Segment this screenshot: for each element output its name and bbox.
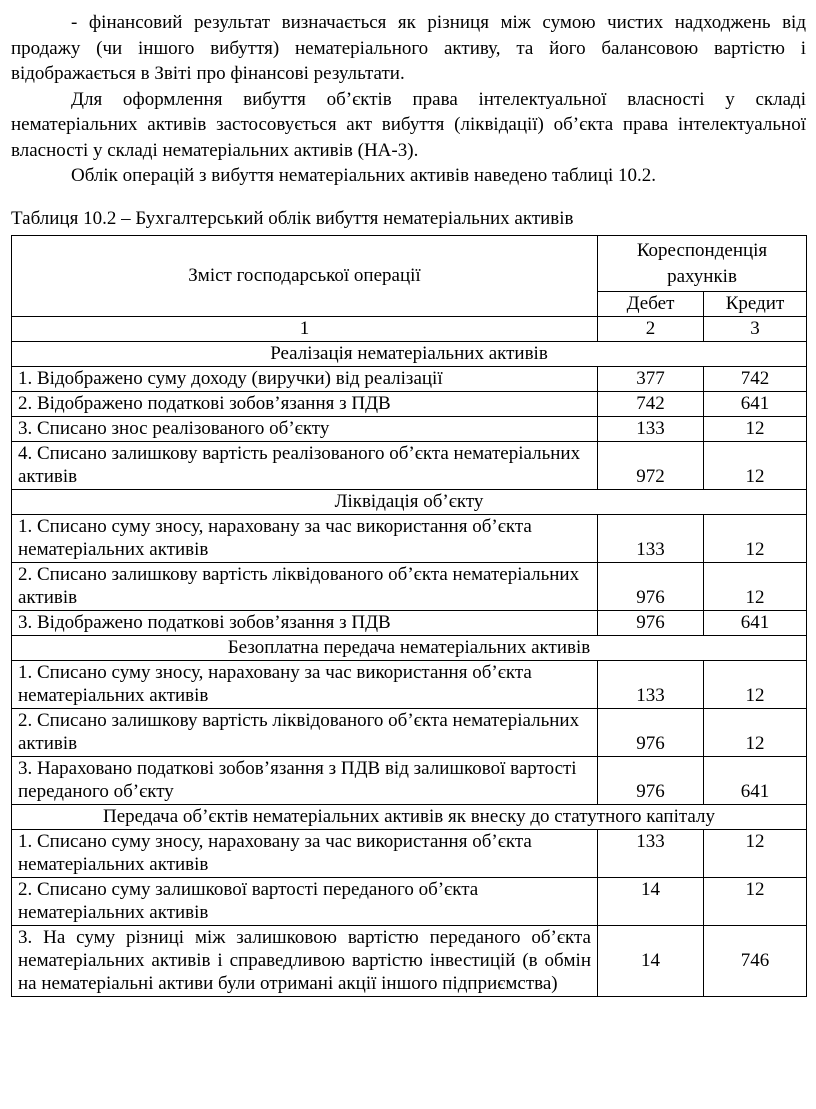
operation-text: 2. Списано суму залишкової вартості переданого об’єкта нематеріальних активів [12,877,598,925]
table-caption: Таблиця 10.2 – Бухгалтерський облік вибуття нематеріальних активів [11,207,574,229]
operation-text: 4. Списано залишкову вартість реалізованого об’єкта нематеріальних активів [12,441,598,489]
credit-account: 12 [704,416,807,441]
section-title: Реалізація нематеріальних активів [12,341,807,366]
credit-account: 12 [704,514,807,562]
credit-account: 641 [704,756,807,804]
debit-account: 972 [598,441,704,489]
operation-text: 3. Нараховано податкові зобов’язання з ПДВ від залишкової вартості переданого об’єкту [12,756,598,804]
debit-account: 976 [598,756,704,804]
table-row [12,416,807,441]
table-row [12,441,807,489]
paragraph-financial-result: - фінансовий результат визначається як різниця між сумою чистих надходжень від продажу (чи іншого вибуття) нематеріального активу, та його балансовою вартістю і відображається в Звіті про фінансові результати. [11,12,806,84]
debit-account: 133 [598,514,704,562]
disposal-accounting-table [11,235,807,997]
header-number-2: 2 [598,316,704,341]
section-title: Ліквідація об’єкту [12,489,807,514]
credit-account: 12 [704,829,807,877]
section-row [12,804,807,829]
table-row [12,925,807,996]
header-content: Зміст господарської операції [12,235,598,316]
debit-account: 377 [598,366,704,391]
debit-account: 976 [598,562,704,610]
debit-account: 133 [598,416,704,441]
credit-account: 12 [704,441,807,489]
operation-text: 3. На суму різниці між залишковою вартістю переданого об’єкта нематеріальних активів і справедливою вартістю інвестицій (в обмін на нематеріальні активи були отримані акції іншого підприємства) [12,925,598,996]
header-credit: Кредит [704,291,807,316]
debit-account: 976 [598,610,704,635]
operation-text: 1. Списано суму зносу, нараховану за час використання об’єкта нематеріальних активів [12,829,598,877]
operation-text: 3. Відображено податкові зобов’язання з ПДВ [12,610,598,635]
debit-account: 133 [598,660,704,708]
credit-account: 12 [704,562,807,610]
operation-text: 2. Відображено податкові зобов’язання з ПДВ [12,391,598,416]
table-row [12,391,807,416]
table-row [12,708,807,756]
header-correspondence: Кореспонденція рахунків [598,235,807,291]
table-row [12,660,807,708]
credit-account: 742 [704,366,807,391]
operation-text: 3. Списано знос реалізованого об’єкту [12,416,598,441]
credit-account: 641 [704,391,807,416]
credit-account: 12 [704,877,807,925]
header-number-1: 1 [12,316,598,341]
table-body [12,341,807,996]
section-row [12,489,807,514]
section-row [12,635,807,660]
document-page [11,10,806,997]
paragraph-table-reference: Облік операцій з вибуття нематеріальних активів наведено таблиці 10.2. [71,165,657,186]
header-debit: Дебет [598,291,704,316]
debit-account: 976 [598,708,704,756]
credit-account: 12 [704,660,807,708]
debit-account: 742 [598,391,704,416]
operation-text: 1. Списано суму зносу, нараховану за час використання об’єкта нематеріальних активів [12,660,598,708]
section-title: Безоплатна передача нематеріальних активів [12,635,807,660]
table-row [12,877,807,925]
table-row [12,829,807,877]
credit-account: 746 [704,925,807,996]
credit-account: 12 [704,708,807,756]
debit-account: 133 [598,829,704,877]
operation-text: 2. Списано залишкову вартість ліквідованого об’єкта нематеріальних активів [12,562,598,610]
section-row [12,341,807,366]
table-row [12,514,807,562]
table-row [12,610,807,635]
table-row [12,562,807,610]
credit-account: 641 [704,610,807,635]
header-number-3: 3 [704,316,807,341]
operation-text: 1. Списано суму зносу, нараховану за час використання об’єкта нематеріальних активів [12,514,598,562]
operation-text: 2. Списано залишкову вартість ліквідованого об’єкта нематеріальних активів [12,708,598,756]
paragraph-disposal-act: Для оформлення вибуття об’єктів права інтелектуальної власності у складі нематеріальних активів застосовується акт вибуття (ліквідації) об’єкта права інтелектуальної власності у складі нематеріальних активів (НА-3). [11,88,806,161]
debit-account: 14 [598,877,704,925]
table-row [12,366,807,391]
table-row [12,756,807,804]
operation-text: 1. Відображено суму доходу (виручки) від реалізації [12,366,598,391]
debit-account: 14 [598,925,704,996]
section-title: Передача об’єктів нематеріальних активів як внеску до статутного капіталу [12,804,807,829]
